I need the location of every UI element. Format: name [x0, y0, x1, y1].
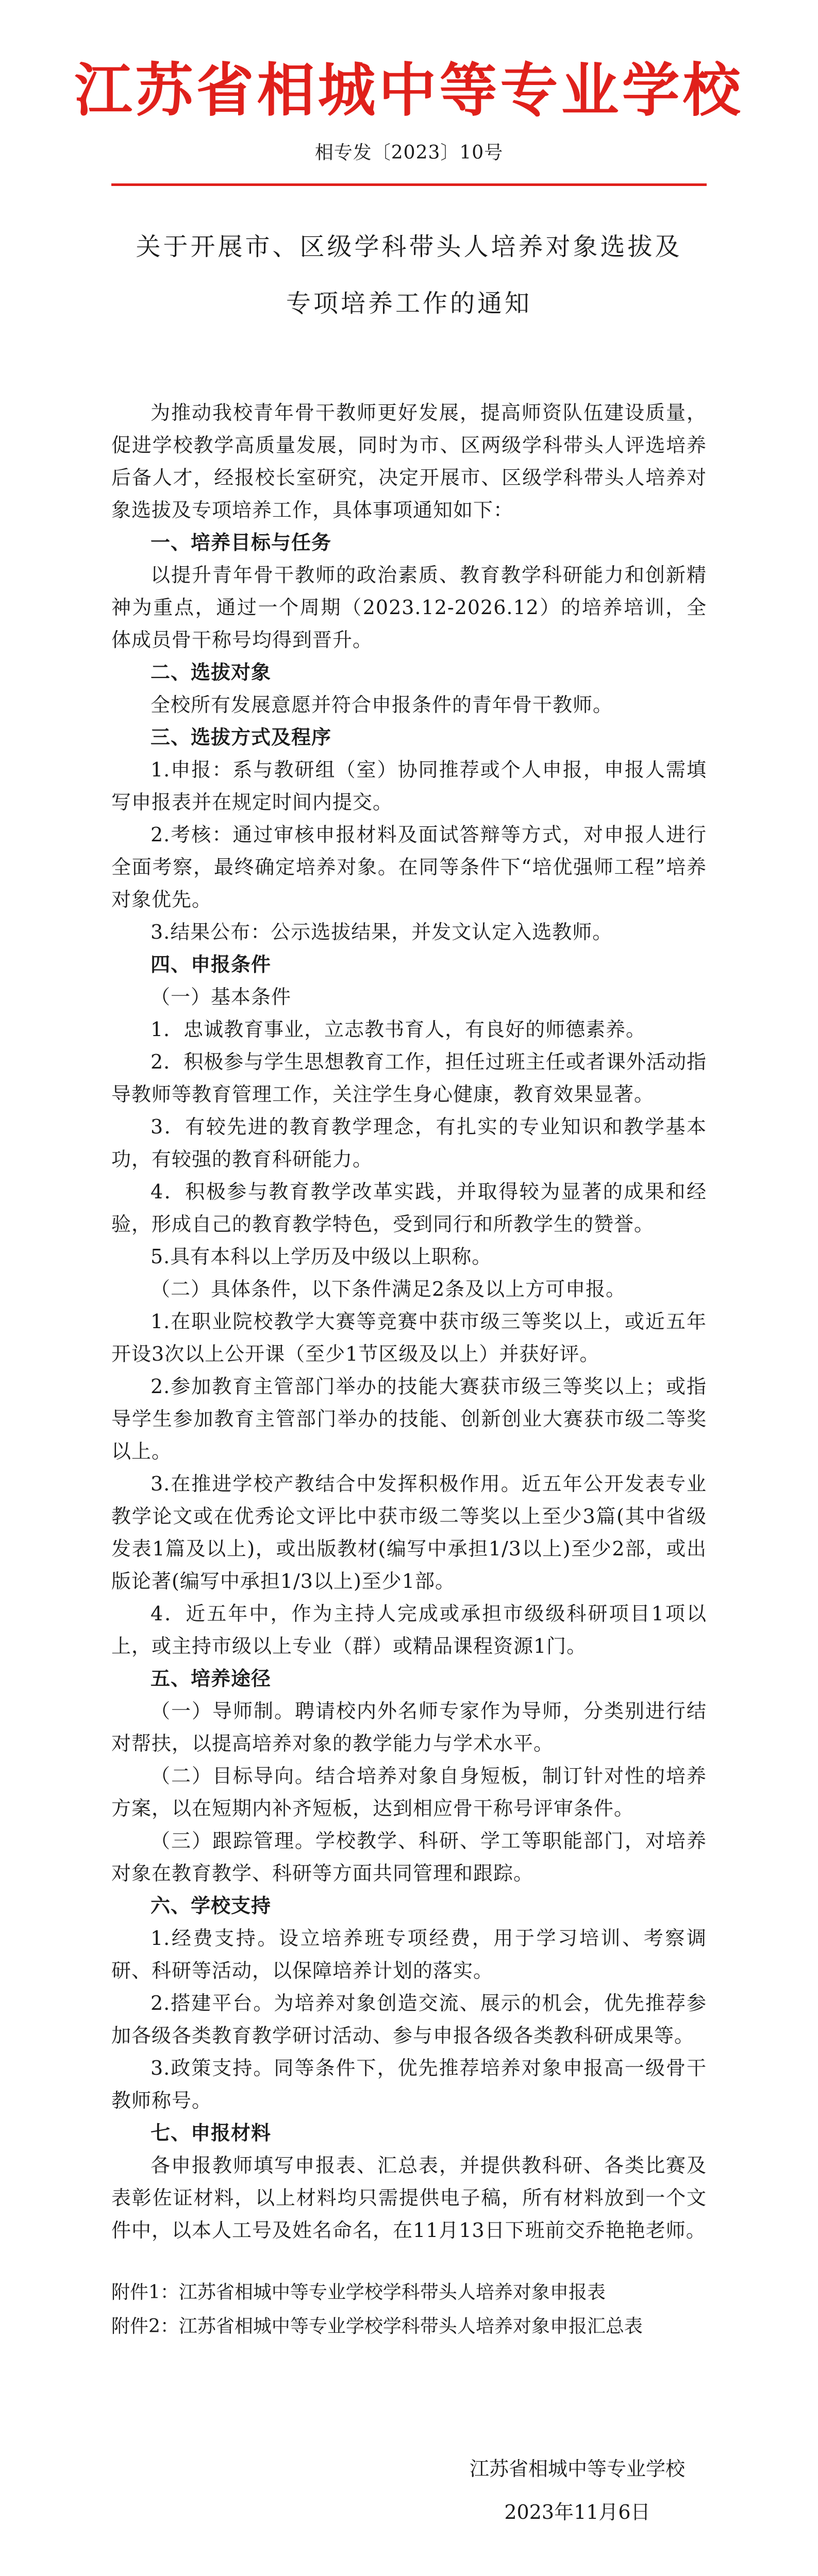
section-heading: 七、申报材料 — [151, 2122, 272, 2144]
body-paragraph: 4．积极参与教育教学改革实践，并取得较为显著的成果和经验，形成自己的教育教学特色，受到同行和所教学生的赞誉。 — [111, 1180, 707, 1235]
body-paragraph: 5.具有本科以上学历及中级以上职称。 — [151, 1245, 492, 1268]
body-paragraph: （三）跟踪管理。学校教学、科研、学工等职能部门，对培养对象在教育教学、科研等方面共同管理和跟踪。 — [111, 1829, 707, 1885]
body-paragraph: 2.搭建平台。为培养对象创造交流、展示的机会，优先推荐参加各级各类教育教学研讨活动、参与申报各级各类教科研成果等。 — [111, 1992, 707, 2047]
section-heading: 五、培养途径 — [151, 1667, 272, 1690]
body-paragraph: 1.申报：系与教研组（室）协同推荐或个人申报，申报人需填写申报表并在规定时间内提交。 — [111, 758, 707, 814]
section-heading: 四、申报条件 — [151, 953, 272, 976]
section-heading: 一、培养目标与任务 — [151, 531, 332, 554]
attachment-item: 附件1：江苏省相城中等专业学校学科带头人培养对象申报表 — [111, 2282, 606, 2303]
notice-title-line-2: 专项培养工作的通知 — [286, 289, 532, 318]
body-paragraph: 2．积极参与学生思想教育工作，担任过班主任或者课外活动指导教师等教育管理工作，关注学生身心健康，教育效果显著。 — [111, 1050, 707, 1106]
section-heading: 二、选拔对象 — [151, 661, 272, 684]
body-paragraph: （一）导师制。聘请校内外名师专家作为导师，分类别进行结对帮扶，以提高培养对象的教学能力与学术水平。 — [111, 1700, 707, 1755]
signature-date: 2023年11月6日 — [504, 2501, 650, 2523]
body-paragraph: 各申报教师填写申报表、汇总表，并提供教科研、各类比赛及表彰佐证材料，以上材料均只需提供电子稿，所有材料放到一个文件中，以本人工号及姓名命名，在11月13日下班前交乔艳艳老师。 — [111, 2154, 707, 2242]
body-paragraph: 3.政策支持。同等条件下，优先推荐培养对象申报高一级骨干教师称号。 — [111, 2057, 707, 2112]
body-paragraph: （二）具体条件，以下条件满足2条及以上方可申报。 — [151, 1278, 626, 1300]
body-paragraph: （一）基本条件 — [151, 986, 292, 1008]
section-heading: 六、学校支持 — [151, 1894, 272, 1917]
body-paragraph: 全校所有发展意愿并符合申报条件的青年骨干教师。 — [151, 693, 613, 716]
notice-title-line-1: 关于开展市、区级学科带头人培养对象选拔及 — [136, 232, 682, 261]
document-number: 相专发〔2023〕10号 — [314, 142, 504, 163]
signature-org: 江苏省相城中等专业学校 — [469, 2458, 685, 2480]
attachment-item: 附件2：江苏省相城中等专业学校学科带头人培养对象申报汇总表 — [111, 2316, 643, 2337]
body-paragraph: 3.在推进学校产教结合中发挥积极作用。近五年公开发表专业教学论文或在优秀论文评比中获市级二等奖以上至少3篇(其中省级发表1篇及以上)，或出版教材(编写中承担1/3以上)至少2部，或出版论著(编写中承担1/3以上)至少1部。 — [111, 1472, 707, 1592]
body-paragraph: 2.参加教育主管部门举办的技能大赛获市级三等奖以上；或指导学生参加教育主管部门举办的技能、创新创业大赛获市级二等奖以上。 — [111, 1375, 707, 1463]
section-heading: 三、选拔方式及程序 — [151, 726, 332, 749]
body-paragraph: （二）目标导向。结合培养对象自身短板，制订针对性的培养方案，以在短期内补齐短板，达到相应骨干称号评审条件。 — [111, 1765, 707, 1820]
body-paragraph: 4．近五年中，作为主持人完成或承担市级级科研项目1项以上，或主持市级以上专业（群）或精品课程资源1门。 — [111, 1602, 707, 1657]
body-paragraph: 2.考核：通过审核申报材料及面试答辩等方式，对申报人进行全面考察，最终确定培养对象。在同等条件下“培优强师工程”培养对象优先。 — [111, 823, 707, 911]
attachment-list — [111, 2276, 730, 2344]
red-separator-line — [111, 183, 707, 186]
body-paragraph: 1.经费支持。设立培养班专项经费，用于学习培训、考察调研、科研等活动，以保障培养计划的落实。 — [111, 1927, 707, 1982]
school-letterhead: 江苏省相城中等专业学校 — [74, 57, 744, 124]
signature-block — [443, 2447, 711, 2534]
body-paragraph: 为推动我校青年骨干教师更好发展，提高师资队伍建设质量，促进学校教学高质量发展，同时为市、区两级学科带头人评选培养后备人才，经报校长室研究，决定开展市、区级学科带头人培养对象选拔及专项培养工作，具体事项通知如下： — [111, 401, 707, 521]
body-paragraph: 1.在职业院校教学大赛等竞赛中获市级三等奖以上，或近五年开设3次以上公开课（至少1节区级及以上）并获好评。 — [111, 1310, 707, 1365]
body-paragraph: 3.结果公布：公示选拔结果，并发文认定入选教师。 — [151, 921, 613, 943]
body-paragraph: 1．忠诚教育事业，立志教书育人，有良好的师德素养。 — [151, 1018, 646, 1041]
body-paragraph: 3．有较先进的教育教学理念，有扎实的专业知识和教学基本功，有较强的教育科研能力。 — [111, 1115, 707, 1171]
body-paragraph: 以提升青年骨干教师的政治素质、教育教学科研能力和创新精神为重点，通过一个周期（2023.12-2026.12）的培养培训，全体成员骨干称号均得到晋升。 — [111, 564, 707, 651]
notice-body — [111, 397, 707, 2247]
